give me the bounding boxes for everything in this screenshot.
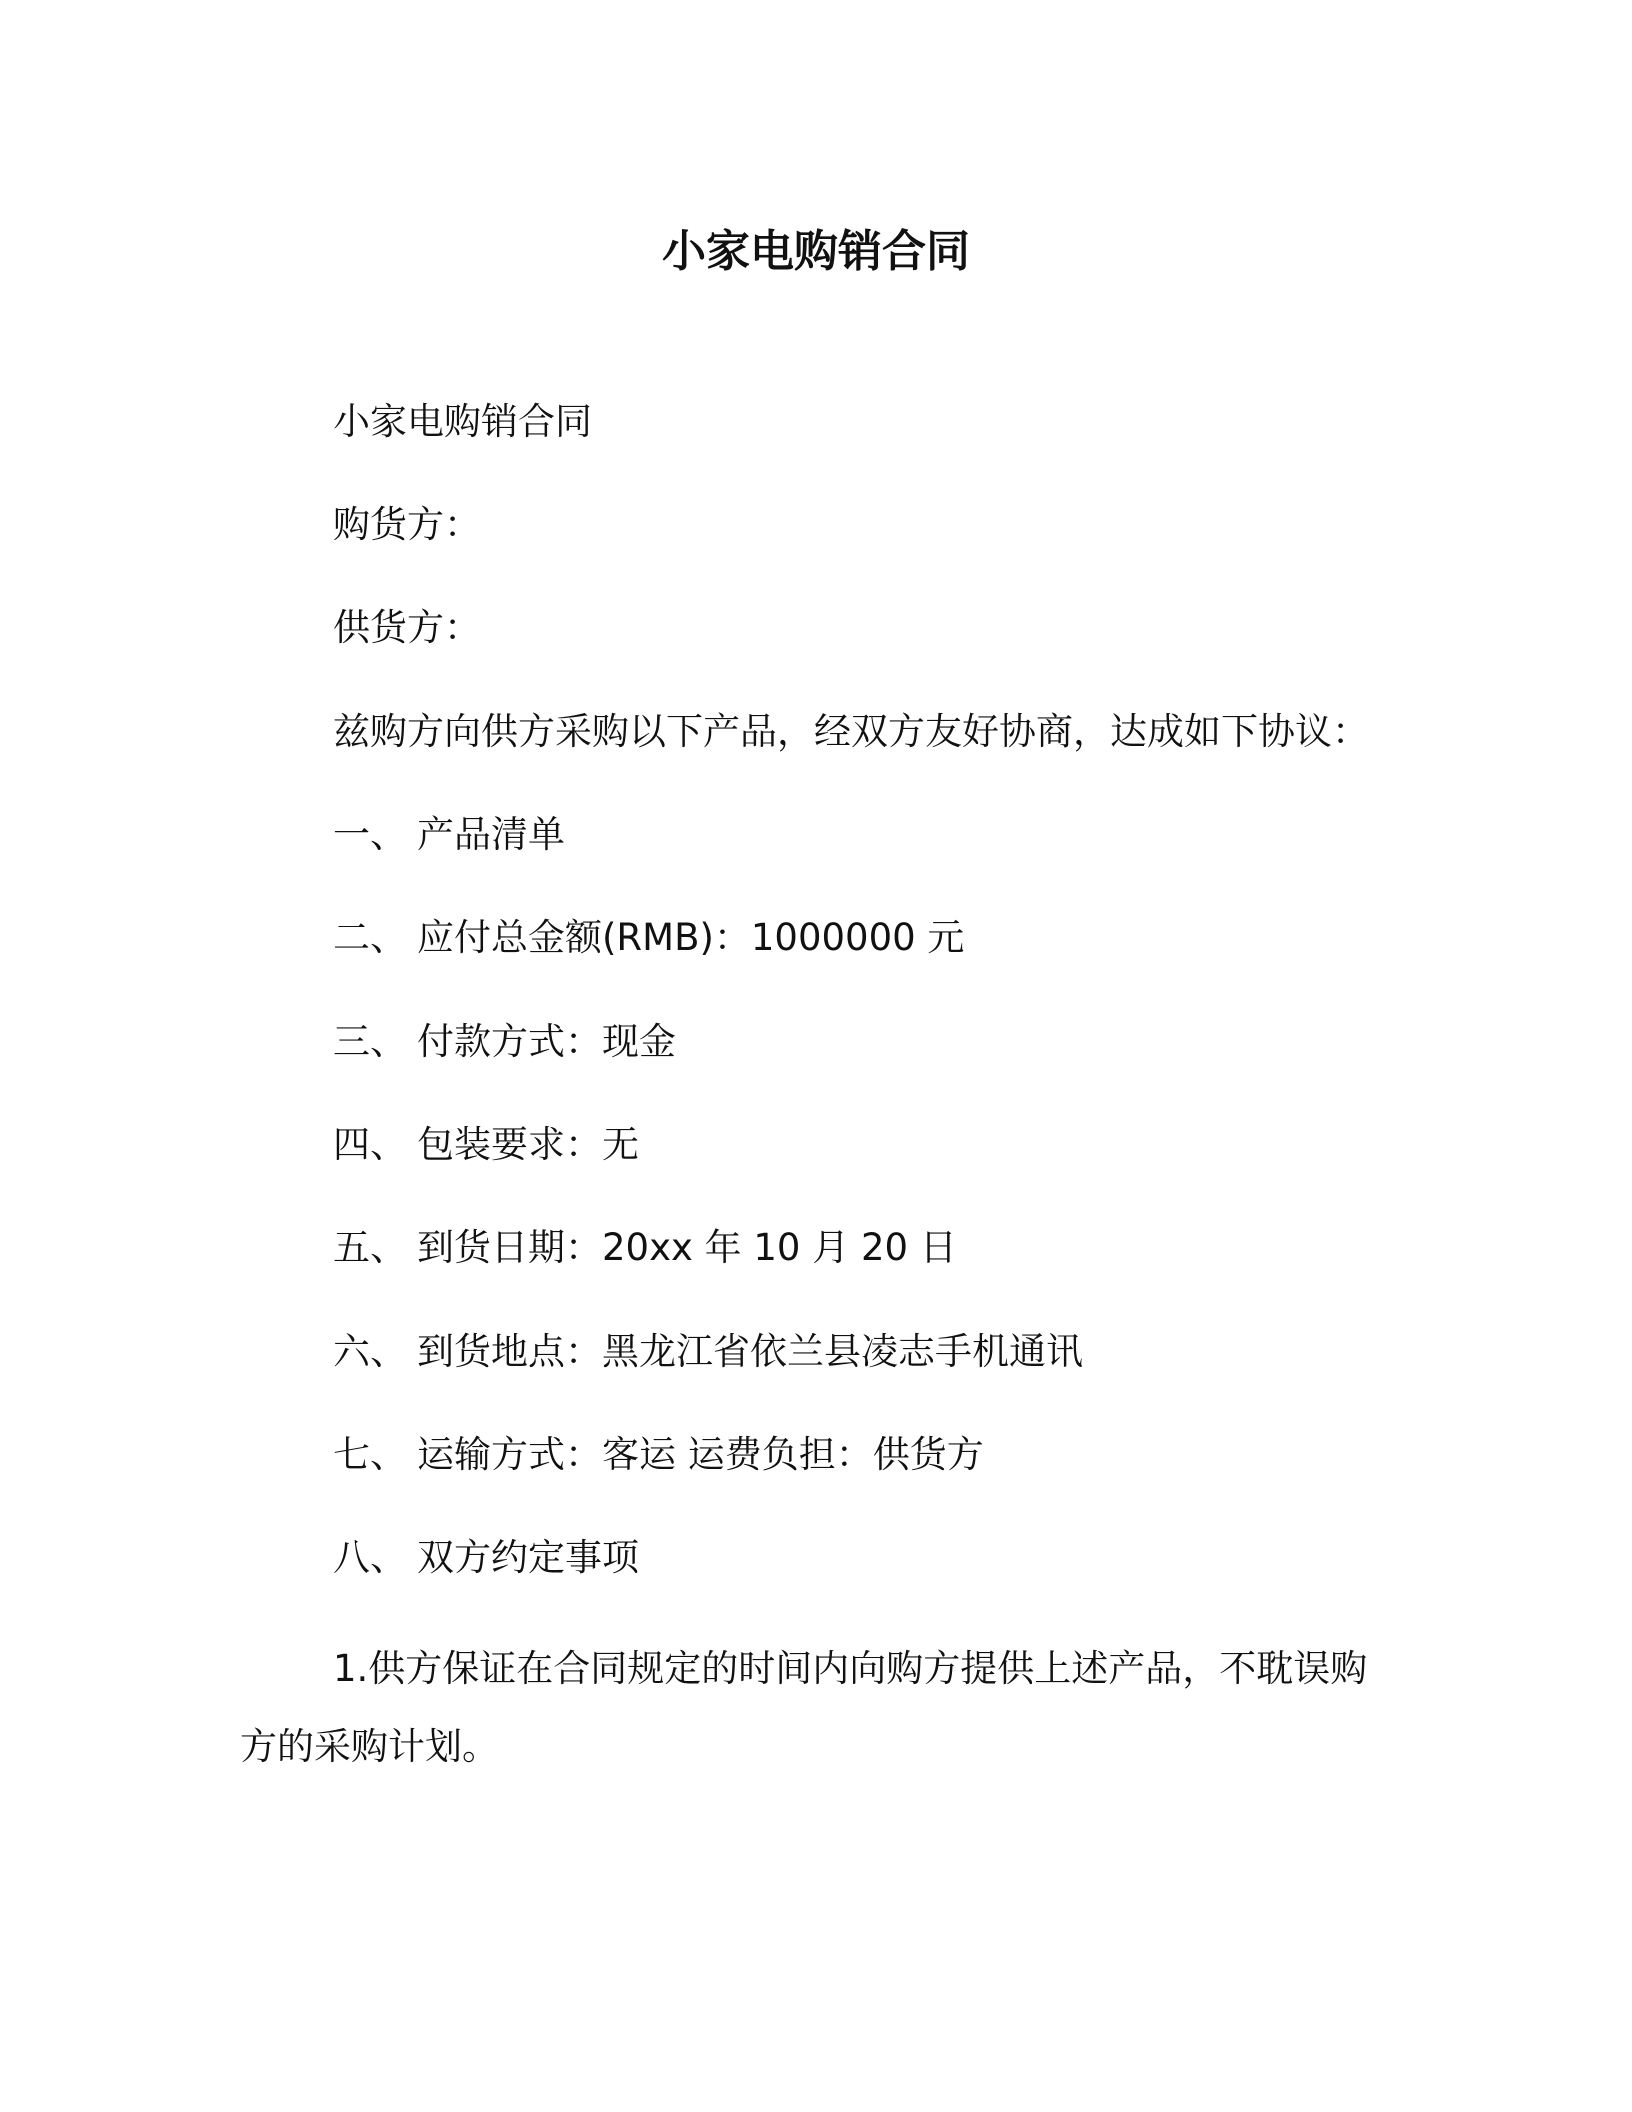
section-text: 包装要求：无 (417, 1123, 639, 1166)
supplier-label: 供货方： (333, 606, 481, 649)
buyer-label: 购货方： (333, 503, 481, 546)
section-item (333, 1223, 957, 1273)
section-item (333, 1327, 1083, 1377)
section-number: 四、 (333, 1123, 407, 1166)
section-text: 产品清单 (417, 813, 565, 856)
section-number: 八、 (333, 1536, 407, 1579)
document-subtitle: 小家电购销合同 (333, 400, 592, 443)
section-item (333, 913, 964, 963)
section-text: 应付总金额(RMB)：1000000 元 (417, 916, 965, 959)
section-number: 七、 (333, 1433, 407, 1476)
section-item (333, 810, 565, 860)
section-number: 五、 (333, 1226, 407, 1269)
section-text: 付款方式：现金 (417, 1020, 676, 1063)
section-number: 六、 (333, 1330, 407, 1373)
section-number: 一、 (333, 813, 407, 856)
section-number: 三、 (333, 1020, 407, 1063)
section-text: 到货日期：20xx 年 10 月 20 日 (417, 1226, 957, 1269)
section-item (333, 1017, 676, 1067)
section-text: 双方约定事项 (417, 1536, 639, 1579)
clause-paragraph: 1.供方保证在合同规定的时间内向购方提供上述产品，不耽误购方的采购计划。 (240, 1647, 1368, 1768)
section-text: 运输方式：客运 运费负担：供货方 (417, 1433, 984, 1476)
section-item (333, 1120, 639, 1170)
section-text: 到货地点：黑龙江省依兰县凌志手机通讯 (417, 1330, 1083, 1373)
section-item (333, 1430, 984, 1480)
document-title: 小家电购销合同 (662, 226, 970, 277)
section-item (333, 1533, 639, 1583)
intro-paragraph: 兹购方向供方采购以下产品，经双方友好协商，达成如下协议： (333, 710, 1369, 753)
section-number: 二、 (333, 916, 407, 959)
